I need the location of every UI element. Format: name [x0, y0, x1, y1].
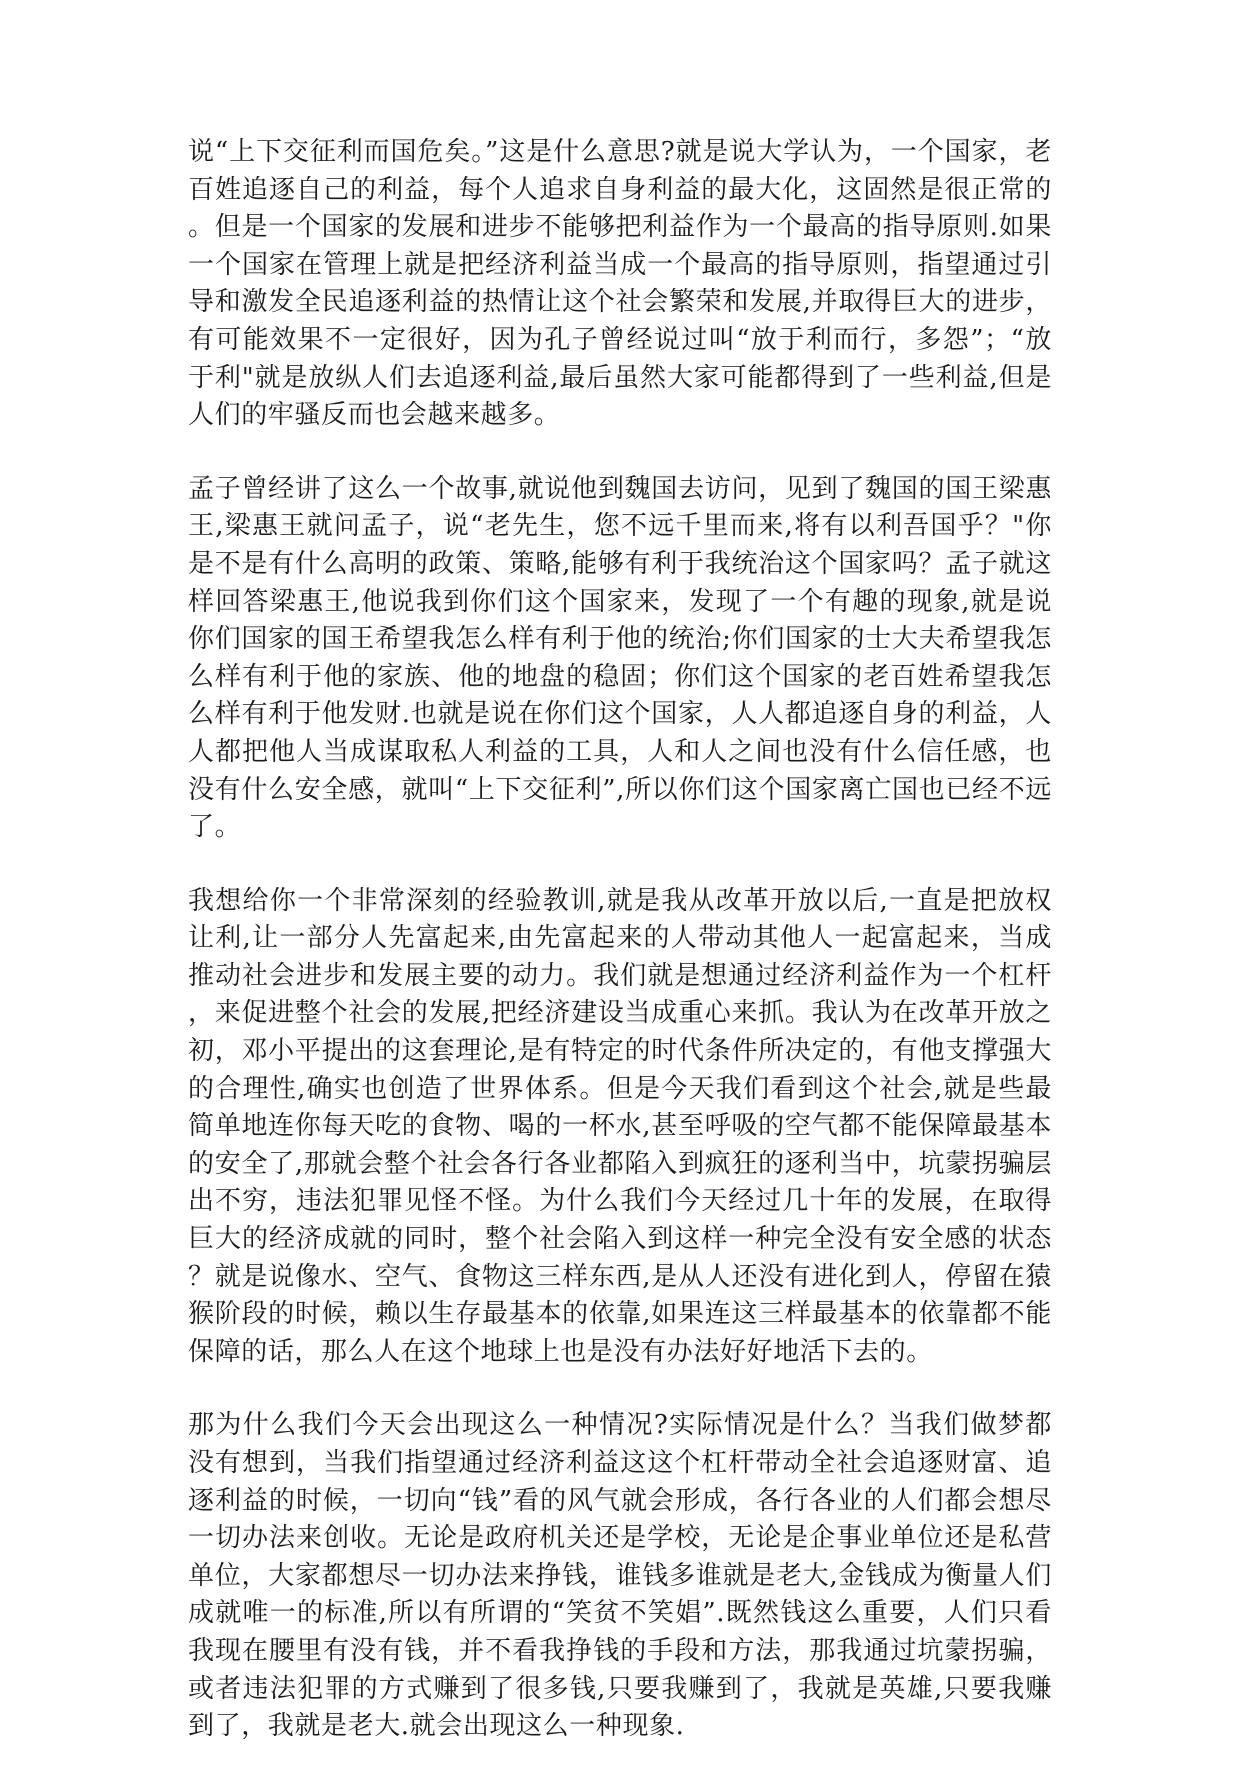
paragraph-4: 那为什么我们今天会出现这么一种情况?实际情况是什么？当我们做梦都没有想到，当我们指望通过经济利益这这个杠杆带动全社会追逐财富、追逐利益的时候，一切向“钱”看的风气就会形成，各行各业的人们都会想尽一切办法来创收。无论是政府机关还是学校，无论是企事业单位还是私营单位，大家都想尽一切办法来挣钱，谁钱多谁就是老大,金钱成为衡量人们成就唯一的标准,所以有所谓的“笑贫不笑娼”.既然钱这么重要，人们只看我现在腰里有没有钱，并不看我挣钱的手段和方法，那我通过坑蒙拐骗，或者违法犯罪的方式赚到了很多钱,只要我赚到了，我就是英雄,只要我赚到了，我就是老大.就会出现这么一种现象.	[188, 1410, 1052, 1742]
paragraph-3: 我想给你一个非常深刻的经验教训,就是我从改革开放以后,一直是把放权让利,让一部分人先富起来,由先富起来的人带动其他人一起富起来，当成推动社会进步和发展主要的动力。我们就是想通过经济利益作为一个杠杆，来促进整个社会的发展,把经济建设当成重心来抓。我认为在改革开放之初，邓小平提出的这套理论,是有特定的时代条件所决定的，有他支撑强大的合理性,确实也创造了世界体系。但是今天我们看到这个社会,就是些最简单地连你每天吃的食物、喝的一杯水,甚至呼吸的空气都不能保障最基本的安全了,那就会整个社会各行各业都陷入到疯狂的逐利当中，坑蒙拐骗层出不穷，违法犯罪见怪不怪。为什么我们今天经过几十年的发展，在取得巨大的经济成就的同时，整个社会陷入到这样一种完全没有安全感的状态？就是说像水、空气、食物这三样东西,是从人还没有进化到人，停留在猿猴阶段的时候，赖以生存最基本的依靠,如果连这三样最基本的依靠都不能保障的话，那么人在这个地球上也是没有办法好好地活下去的。	[188, 885, 1052, 1367]
paragraph-2: 孟子曾经讲了这么一个故事,就说他到魏国去访问，见到了魏国的国王梁惠王,梁惠王就问孟子，说“老先生，您不远千里而来,将有以利吾国乎？"你是不是有什么高明的政策、策略,能够有利于我统治这个国家吗？孟子就这样回答梁惠王,他说我到你们这个国家来，发现了一个有趣的现象,就是说你们国家的国王希望我怎么样有利于他的统治;你们国家的士大夫希望我怎么样有利于他的家族、他的地盘的稳固；你们这个国家的老百姓希望我怎么样有利于他发财.也就是说在你们这个国家，人人都追逐自身的利益，人人都把他人当成谋取私人利益的工具，人和人之间也没有什么信任感，也没有什么安全感，就叫“上下交征利”,所以你们这个国家离亡国也已经不远了。	[188, 473, 1052, 843]
paragraph-1: 说“上下交征利而国危矣。”这是什么意思?就是说大学认为，一个国家，老百姓追逐自己的利益，每个人追求自身利益的最大化，这固然是很正常的。但是一个国家的发展和进步不能够把利益作为一个最高的指导原则.如果一个国家在管理上就是把经济利益当成一个最高的指导原则，指望通过引导和激发全民追逐利益的热情让这个社会繁荣和发展,并取得巨大的进步，有可能效果不一定很好，因为孔子曾经说过叫“放于利而行，多怨”；“放于利"就是放纵人们去追逐利益,最后虽然大家可能都得到了一些利益,但是人们的牢骚反而也会越来越多。	[188, 137, 1052, 431]
document-body	[188, 134, 1052, 1782]
